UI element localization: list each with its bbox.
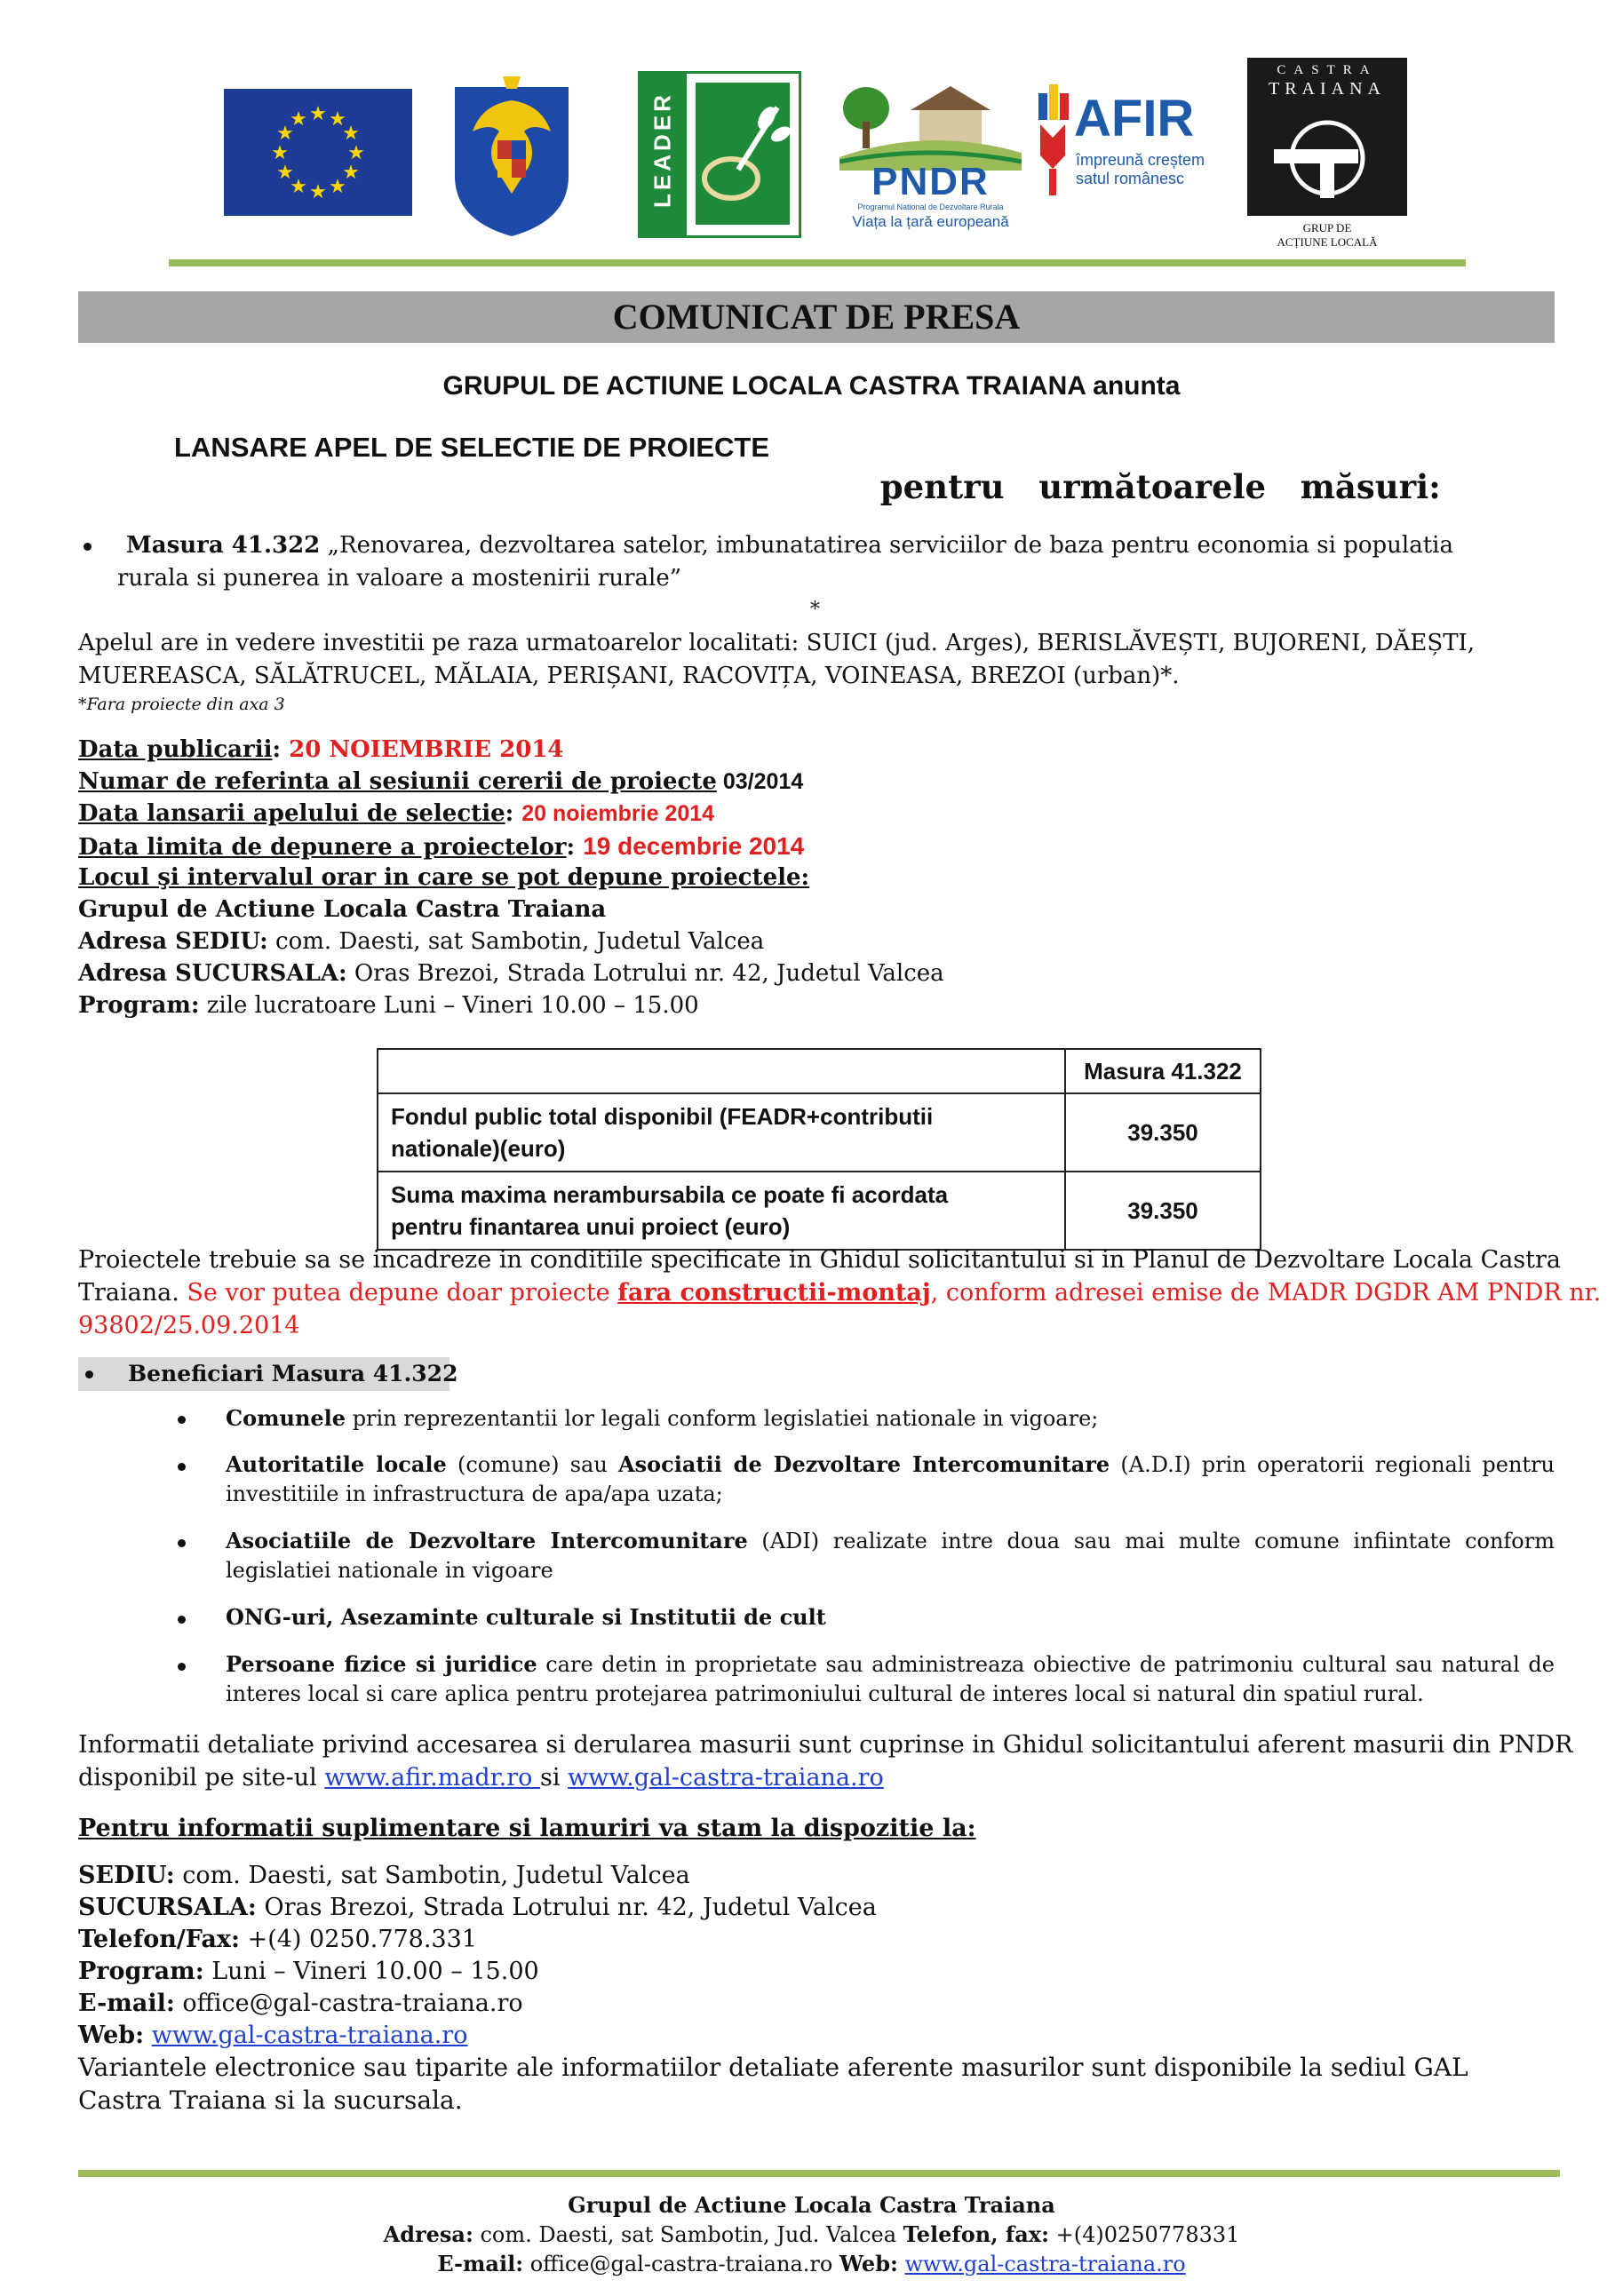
closing-line-2: Castra Traiana si la sucursala.	[78, 2085, 463, 2115]
contact-hq-row	[78, 1859, 690, 1892]
beneficiary-bold: Autoritatile locale	[226, 1451, 447, 1477]
table-row	[378, 1172, 1261, 1250]
eu-stars-icon	[224, 89, 412, 216]
info-available: disponibil pe site-ul	[78, 1764, 325, 1792]
measure-text-1: „Renovarea, dezvoltarea satelor, imbunatatirea serviciilor de baza pentru economia si populatia	[320, 532, 1453, 559]
castra-logo-top2: TRAIANA	[1269, 79, 1386, 99]
contact-web-link[interactable]: www.gal-castra-traiana.ro	[151, 2022, 468, 2049]
svg-text:★: ★	[290, 176, 307, 198]
table-header-row	[378, 1049, 1261, 1093]
footer-email-value: office@gal-castra-traiana.ro	[523, 2252, 839, 2276]
footer-address-value: com. Daesti, sat Sambotin, Jud. Valcea	[473, 2222, 903, 2247]
page-title: COMUNICAT DE PRESA	[612, 297, 1021, 337]
list-item	[226, 1450, 1555, 1509]
svg-text:★: ★	[342, 123, 360, 145]
contact-branch-value: Oras Brezoi, Strada Lotrului nr. 42, Judetul Valcea	[256, 1894, 877, 1921]
castra-logo-bottom-1: GRUP DE	[1302, 221, 1352, 234]
table-row-value: 39.350	[1065, 1172, 1261, 1250]
localities-line-1: Apelul are in vedere investitii pe raza urmatoarelor localitati: SUICI (jud. Arges), BERISLĂVEȘTI, BUJORENI, DĂEȘTI,	[78, 630, 1476, 656]
table-row-label-2: pentru finantarea unui proiect (euro)	[391, 1213, 791, 1240]
footer-address-label: Adresa:	[383, 2221, 473, 2247]
svg-text:★: ★	[309, 103, 327, 125]
table-row	[378, 1093, 1261, 1172]
svg-text:★: ★	[276, 123, 294, 145]
subtitle-launch	[174, 432, 769, 464]
footer-web-link[interactable]: www.gal-castra-traiana.ro	[904, 2252, 1186, 2276]
beneficiary-rest: care detin in proprietate sau administreaza obiective de patrimoniu cultural sau natural de interes local si care aplica pentru protejarea patrimoniului cultural de interes local si natural din spatiul rural.	[226, 1652, 1555, 1706]
list-item	[226, 1649, 1555, 1709]
reference-label: Numar de referinta al sesiunii cererii de proiecte	[78, 768, 717, 795]
measure-asterisk: *	[810, 599, 820, 621]
contact-phone-label: Telefon/Fax:	[78, 1926, 240, 1953]
castra-logo-top: CASTRA	[1277, 63, 1378, 77]
contact-phone-value: +(4) 0250.778.331	[239, 1926, 477, 1953]
conditions-line-1: Proiectele trebuie sa se incadreze in conditiile specificate in Ghidul solicitantului si in Planul de Dezvoltare Locala Castra	[78, 1246, 1562, 1274]
contact-heading: Pentru informatii suplimentare si lamuriri va stam la dispozitie la:	[78, 1815, 976, 1842]
publish-date-label: Data publicarii	[78, 736, 273, 763]
list-item	[226, 1526, 1555, 1585]
table-row-label-1: Suma maxima nerambursabila ce poate fi acordata	[391, 1181, 949, 1208]
launch-date-row: Data lansarii apelului de selectie: 20 noiembrie 2014	[78, 800, 715, 827]
beneficiaries-bullet	[85, 1370, 93, 1378]
list-bullet	[178, 1663, 186, 1671]
afir-tricolor-icon	[1035, 84, 1070, 200]
svg-text:★: ★	[342, 162, 360, 184]
measure-line-1	[126, 529, 1547, 562]
footer-rule	[78, 2170, 1560, 2177]
measure-code: Masura 41.322	[126, 532, 321, 559]
beneficiaries-heading: Beneficiari Masura 41.322	[128, 1361, 458, 1386]
beneficiary-bold: Asociatiile de Dezvoltare Intercomunitare	[226, 1528, 748, 1553]
list-item	[226, 1602, 1555, 1633]
measure-line-2: rurala si punerea in valoare a mostenirii rurale”	[117, 565, 682, 592]
info-line-1: Informatii detaliate privind accesarea si derularea masurii sunt cuprinse in Ghidul solicitantului aferent masurii din PNDR	[78, 1731, 1573, 1759]
afir-link[interactable]: www.afir.madr.ro	[324, 1764, 540, 1792]
beneficiary-rest: (comune) sau	[446, 1452, 618, 1477]
beneficiary-rest: (ADI) realizate intre doua sau mai multe comune infiintate conform legislatiei nationale in vigoare	[226, 1529, 1555, 1583]
contact-web-label: Web:	[78, 2022, 145, 2049]
leader-logo	[638, 71, 801, 238]
list-item	[226, 1403, 1555, 1434]
header-rule	[169, 259, 1466, 266]
table-row-label-2: nationale)(euro)	[391, 1135, 566, 1162]
conditions-traiana: Traiana.	[78, 1279, 187, 1307]
subtitle-measures	[857, 428, 1441, 506]
deadline-row: Data limita de depunere a proiectelor: 19 decembrie 2014	[78, 832, 805, 861]
launch-date-label: Data lansarii apelului de selectie	[78, 800, 505, 827]
contact-hq-value: com. Daesti, sat Sambotin, Judetul Valcea	[174, 1862, 690, 1889]
conditions-address: , conform adresei emise de MADR DGDR AM PNDR nr.	[930, 1279, 1602, 1307]
pndr-logo-tagline: Viața la țară europeană	[852, 213, 1009, 230]
place-label: Locul şi intervalul orar in care se pot depune proiectele:	[78, 864, 810, 891]
pndr-logo	[839, 73, 1022, 233]
publish-date-row: Data publicarii: 20 NOIEMBRIE 2014	[78, 736, 564, 763]
contact-program-row	[78, 1955, 539, 1988]
footer-tel-value: +(4)0250778331	[1048, 2222, 1240, 2247]
conditions-line-2	[78, 1276, 1601, 1309]
program-label: Program:	[78, 992, 200, 1019]
contact-program-value: Luni – Vineri 10.00 – 15.00	[203, 1958, 539, 1985]
footer-address-row	[0, 2220, 1623, 2250]
launch-date-value: 20 noiembrie 2014	[521, 801, 715, 826]
fund-table	[377, 1048, 1261, 1251]
branch-address-label: Adresa SUCURSALA:	[78, 960, 347, 987]
contact-branch-label: SUCURSALA:	[78, 1894, 257, 1921]
afir-logo-tagline-1: împreună creștem	[1076, 151, 1205, 169]
svg-text:★: ★	[290, 108, 307, 131]
contact-email-value: office@gal-castra-traiana.ro	[174, 1990, 523, 2017]
pndr-logo-text: PNDR	[871, 160, 990, 203]
subtitle-measures-text: pentru următoarele măsuri:	[879, 467, 1441, 506]
closing-line-1: Variantele electronice sau tiparite ale informatiilor detaliate aferente masurilor sunt disponibile la sediul GAL	[78, 2053, 1468, 2082]
deadline-value: 19 decembrie 2014	[583, 832, 805, 860]
hq-address-value: com. Daesti, sat Sambotin, Judetul Valcea	[267, 928, 765, 955]
castra-logo-bottom-2: ACȚIUNE LOCALĂ	[1277, 235, 1378, 249]
publish-date-value: 20 NOIEMBRIE 2014	[289, 736, 564, 763]
info-and: si	[539, 1764, 569, 1792]
beneficiary-bold: Persoane fizice si juridice	[226, 1651, 537, 1677]
footer-web-label: Web:	[839, 2251, 898, 2276]
svg-text:★: ★	[276, 162, 294, 184]
title-bar	[78, 291, 1555, 343]
castra-traiana-logo	[1247, 58, 1407, 253]
hq-address-label: Adresa SEDIU:	[78, 928, 268, 955]
contact-email-row	[78, 1987, 523, 2020]
list-bullet	[178, 1616, 186, 1624]
contact-email-label: E-mail:	[78, 1990, 175, 2017]
localities-line-2: MUEREASCA, SĂLĂTRUCEL, MĂLAIA, PERIȘANI, RACOVIȚA, VOINEASA, BREZOI (urban)*.	[78, 663, 1180, 689]
list-bullet	[178, 1416, 186, 1424]
gal-link[interactable]: www.gal-castra-traiana.ro	[568, 1764, 884, 1792]
table-row-value: 39.350	[1065, 1093, 1261, 1172]
program-value: zile lucratoare Luni – Vineri 10.00 – 15.00	[199, 992, 699, 1019]
table-row-label-1: Fondul public total disponibil (FEADR+contributii	[391, 1103, 934, 1130]
footer-tel-label: Telefon, fax:	[903, 2221, 1049, 2247]
conditions-only: Se vor putea depune doar proiecte	[187, 1279, 618, 1307]
subtitle-launch-text: LANSARE APEL DE SELECTIE DE PROIECTE	[174, 432, 770, 463]
svg-text:★: ★	[271, 142, 289, 164]
hq-address-row	[78, 926, 764, 958]
branch-address-value: Oras Brezoi, Strada Lotrului nr. 42, Judetul Valcea	[346, 960, 944, 987]
afir-logo-text: AFIR	[1074, 90, 1195, 147]
measure-footnote: *Fara proiecte din axa 3	[78, 695, 285, 714]
afir-logo	[1035, 84, 1213, 218]
measure-bullet	[84, 543, 91, 551]
footer-email-row	[0, 2249, 1623, 2279]
leader-leaf-icon	[696, 83, 790, 225]
footer-email-label: E-mail:	[437, 2251, 524, 2276]
pndr-landscape-icon	[839, 73, 1022, 171]
beneficiary-bold: ONG-uri, Asezaminte culturale si Institutii de cult	[226, 1604, 826, 1630]
org-name: Grupul de Actiune Locala Castra Traiana	[78, 896, 607, 923]
contact-web-row	[78, 2019, 467, 2052]
beneficiary-rest-b: (A.D.I) prin operatorii regionali pentru investitiile in infrastructura de apa/apa uzata;	[226, 1452, 1555, 1506]
romania-coat-of-arms-logo	[446, 69, 577, 238]
subtitle-announce: GRUPUL DE ACTIUNE LOCALA CASTRA TRAIANA anunta	[442, 371, 1181, 401]
afir-logo-tagline-2: satul românesc	[1076, 170, 1185, 187]
leader-logo-text: LEADER	[648, 91, 676, 208]
conditions-no-construction: fara constructii-montaj	[617, 1279, 931, 1307]
contact-branch-row	[78, 1891, 877, 1924]
pndr-logo-subtitle: Programul National de Dezvoltare Rurala	[857, 203, 1004, 211]
program-row	[78, 989, 699, 1022]
list-bullet	[178, 1463, 186, 1471]
beneficiary-bold: Comunele	[226, 1405, 346, 1431]
beneficiary-rest: prin reprezentantii lor legali conform legislatiei nationale in vigoare;	[346, 1406, 1099, 1431]
contact-program-label: Program:	[78, 1958, 204, 1985]
branch-address-row	[78, 957, 944, 990]
svg-text:★: ★	[309, 181, 327, 203]
info-line-2	[78, 1761, 884, 1794]
eu-flag-logo	[224, 89, 412, 216]
beneficiary-bold-b: Asociatii de Dezvoltare Intercomunitare	[618, 1451, 1110, 1477]
reference-value: 03/2014	[716, 769, 804, 794]
list-bullet	[178, 1539, 186, 1547]
table-header-cell: Masura 41.322	[1065, 1049, 1261, 1093]
footer-org: Grupul de Actiune Locala Castra Traiana	[568, 2192, 1055, 2218]
conditions-line-3: 93802/25.09.2014	[78, 1312, 300, 1339]
svg-text:★: ★	[329, 108, 346, 131]
svg-text:★: ★	[329, 176, 346, 198]
svg-text:★: ★	[347, 142, 365, 164]
contact-phone-row	[78, 1923, 477, 1956]
castra-emblem-icon	[1274, 109, 1380, 207]
reference-row	[78, 766, 803, 798]
deadline-label: Data limita de depunere a proiectelor	[78, 834, 567, 861]
contact-hq-label: SEDIU:	[78, 1862, 175, 1889]
